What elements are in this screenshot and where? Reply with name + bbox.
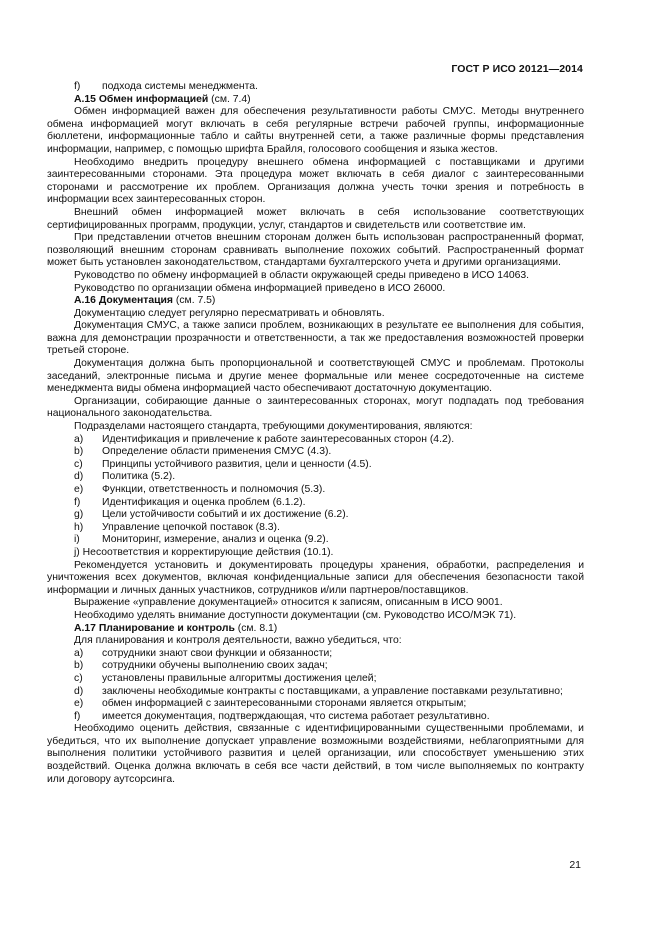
list-item: [47, 648, 584, 661]
paragraph: Обмен информацией важен для обеспечения результативности работы СМУС. Методы внутреннего обмена информацией могут включать в себя регулярные встречи рабочей группы, информационные бюллетени, информационные табло и сайты внутренней сети, а также различные формы представления информации, например, с помощью шрифта Брайля, голосового сообщения и языка жестов.: [47, 106, 584, 155]
section-heading: [47, 295, 584, 308]
paragraph: Руководство по организации обмена информацией приведено в ИСО 26000.: [74, 282, 446, 294]
list-item: [47, 471, 584, 484]
paragraph: Необходимо оценить действия, связанные с идентифицированными существенными проблемами, и убедиться, что их выполнение допускает управление возможными воздействиями, неблагоприятными для выполнения политики устойчивого развития и целей организации, или способствует уменьшению этих воздействий. Оценка должна включать в себя все части действий, в том числе выполняемых по контракту или договору аутсорсинга.: [47, 723, 584, 785]
list-item-text: Политика (5.2).: [102, 471, 176, 483]
list-item-text: Мониторинг, измерение, анализ и оценка (9.2).: [102, 534, 329, 546]
paragraph: Документация СМУС, а также записи проблем, возникающих в результате ее выполнения для события, важна для демонстрации прозрачности и ответственности, а так же предоставления возможностей проверки третьей стороне.: [47, 320, 584, 357]
paragraph: Документацию следует регулярно пересматривать и обновлять.: [74, 307, 385, 319]
paragraph: Выражение «управление документацией» относится к записям, описанным в ИСО 9001.: [74, 597, 503, 609]
document-body: [47, 81, 584, 786]
list-item-text: заключены необходимые контракты с поставщиками, а управление поставками результативно;: [102, 685, 563, 697]
list-marker: b): [74, 660, 84, 672]
list-item-text: обмен информацией с заинтересованными сторонами является открытым;: [102, 698, 467, 710]
list-item-text: сотрудники знают свои функции и обязанности;: [102, 647, 333, 659]
paragraph: Подразделами настоящего стандарта, требующими документирования, являются:: [74, 421, 473, 433]
paragraph: Рекомендуется установить и документировать процедуры хранения, обработки, распределения и уничтожения всех документов, включая конфиденциальные записи для обеспечения безопасности такой информации и личных данных участников, сотрудников и/или партнеров/поставщиков.: [47, 559, 584, 596]
list-marker: i): [74, 534, 80, 546]
list-item: [47, 711, 584, 724]
paragraph: Необходимо внедрить процедуру внешнего обмена информацией с поставщиками и другими заинтересованными сторонами. Эта процедура может включать в себя диалог с заинтересованными сторонами и рассмотрение их проблем. Организация должна учесть точки зрения и потребность в информации всех заинтересованных сторон.: [47, 156, 584, 206]
list-item-text: сотрудники обучены выполнению своих задач;: [102, 660, 328, 672]
list-item-text: имеется документация, подтверждающая, что система работает результативно.: [102, 710, 490, 722]
list-marker: f): [74, 496, 81, 508]
section-reference: (см. 7.4): [208, 93, 251, 105]
section-reference: (см. 7.5): [173, 295, 216, 307]
list-item-text: Управление цепочкой поставок (8.3).: [102, 521, 280, 533]
list-item: [47, 81, 584, 94]
list-item: [47, 459, 584, 472]
paragraph: Руководство по обмену информацией в области окружающей среды приведено в ИСО 14063.: [74, 269, 530, 281]
list-item: [47, 446, 584, 459]
list-item-text: подхода системы менеджмента.: [102, 81, 258, 92]
list-marker: e): [74, 484, 84, 495]
section-heading: [47, 623, 584, 636]
list-item: [47, 522, 584, 535]
list-item-text: Идентификация и привлечение к работе заинтересованных сторон (4.2).: [102, 433, 455, 445]
list-item: [47, 673, 584, 686]
list-item-text: Цели устойчивости событий и их достижение (6.2).: [102, 509, 349, 521]
list-item: [47, 497, 584, 510]
list-item-text: установлены правильные алгоритмы достижения целей;: [102, 672, 377, 684]
list-marker: b): [74, 446, 84, 458]
list-marker: d): [74, 685, 84, 697]
list-item: [47, 660, 584, 673]
list-item: [47, 484, 584, 497]
list-marker: f): [74, 81, 81, 92]
list-item-text: Идентификация и оценка проблем (6.1.2).: [102, 496, 306, 508]
document-header: ГОСТ Р ИСО 20121—2014: [451, 63, 583, 75]
section-title: А.17 Планирование и контроль: [74, 622, 235, 634]
list-marker: h): [74, 521, 84, 533]
paragraph: Необходимо уделять внимание доступности документации (см. Руководство ИСО/МЭК 71).: [74, 609, 517, 621]
list-item: [47, 698, 584, 711]
paragraph: Организации, собирающие данные о заинтересованных сторонах, могут подпадать под требования национального законодательства.: [47, 395, 584, 420]
list-marker: c): [74, 458, 83, 470]
list-marker: a): [74, 433, 84, 445]
list-marker: d): [74, 471, 84, 483]
list-marker: c): [74, 672, 83, 684]
list-item-text: Функции, ответственность и полномочия (5.3).: [102, 484, 326, 495]
section-reference: (см. 8.1): [234, 622, 278, 634]
list-item-text: Определение области применения СМУС (4.3).: [102, 446, 332, 458]
paragraph: Документация должна быть пропорциональной и соответствующей СМУС и проблемам. Протоколы заседаний, электронные письма и другие менее формальные или менее сосредоточенные на системе менеджмента виды обмена информацией часто обеспечивают достаточную документацию.: [47, 358, 584, 395]
paragraph: Для планирования и контроля деятельности, важно убедиться, что:: [74, 635, 402, 647]
list-item: [47, 434, 584, 447]
section-heading: [47, 94, 584, 107]
section-title: А.16 Документация: [74, 295, 174, 307]
page-number: 21: [569, 859, 581, 871]
paragraph: Внешний обмен информацией может включать в себя использование соответствующих сертифицированных программ, продукции, услуг, стандартов и свидетельств или соответствие им.: [47, 206, 584, 231]
list-item: [47, 534, 584, 547]
list-marker: e): [74, 698, 84, 710]
section-title: А.15 Обмен информацией: [74, 93, 209, 105]
paragraph: При представлении отчетов внешним сторонам должен быть использован распространенный формат, позволяющий внешним сторонам сравнивать выполнение похожих событий. Распространенный формат может быть установлен законодательством, стандартами бухгалтерского учета и другими организациями.: [47, 232, 584, 269]
list-marker: a): [74, 647, 84, 659]
list-item: [47, 686, 584, 699]
list-item: [47, 509, 584, 522]
list-item-text: Принципы устойчивого развития, цели и ценности (4.5).: [102, 458, 372, 470]
list-marker: g): [74, 509, 84, 521]
list-marker: f): [74, 710, 81, 722]
paragraph: j) Несоответствия и корректирующие действия (10.1).: [74, 546, 334, 558]
